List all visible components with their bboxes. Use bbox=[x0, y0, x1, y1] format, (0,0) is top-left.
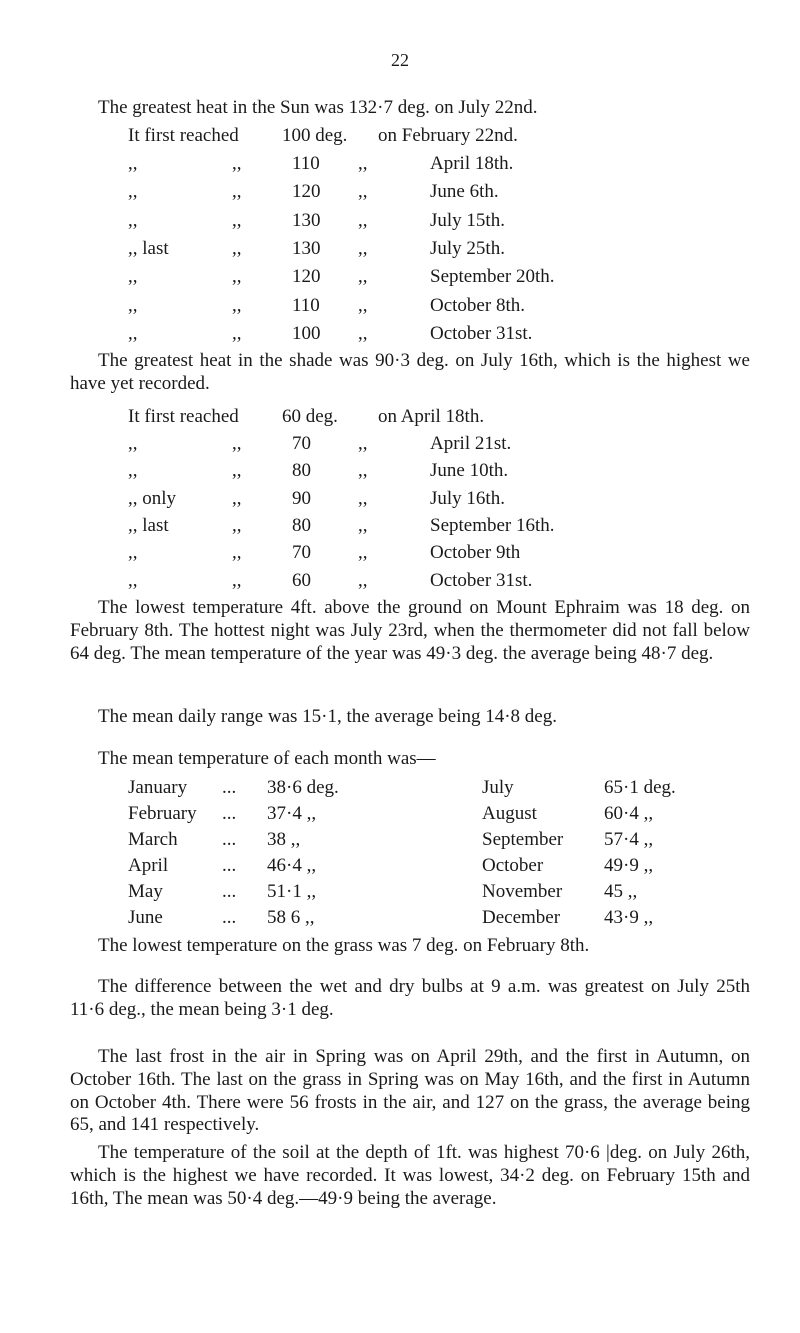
ditto-row bbox=[0, 542, 800, 568]
sun-first-reached-date: on February 22nd. bbox=[378, 125, 518, 146]
degree-value: 120 bbox=[292, 181, 321, 203]
month-row bbox=[0, 907, 800, 933]
month-mean-value: 38 ,, bbox=[267, 829, 301, 850]
month-name: April bbox=[128, 855, 169, 876]
ditto-mark-unit: ,, bbox=[358, 322, 368, 344]
month-name: March bbox=[128, 829, 178, 850]
reading-date: April 21st. bbox=[430, 433, 512, 454]
ditto-mark-a: ,, bbox=[128, 322, 138, 344]
ditto-mark-a: ,, bbox=[128, 294, 138, 316]
ditto-row bbox=[0, 266, 800, 292]
reading-date: June 6th. bbox=[430, 181, 499, 203]
ditto-mark-unit: ,, bbox=[358, 181, 368, 203]
reading-date: October 31st. bbox=[430, 322, 533, 344]
ditto-mark-unit: ,, bbox=[358, 266, 368, 288]
degree-value: 110 bbox=[292, 153, 320, 174]
month-mean-value: 45 ,, bbox=[604, 881, 638, 902]
ditto-mark-a: ,, bbox=[128, 153, 138, 174]
degree-value: 110 bbox=[292, 294, 320, 316]
ditto-mark-a: ,, bbox=[128, 433, 138, 454]
ditto-mark-unit: ,, bbox=[358, 433, 368, 454]
ditto-row bbox=[0, 210, 800, 236]
month-mean-value: 49·9 ,, bbox=[604, 855, 654, 876]
month-row bbox=[0, 855, 800, 881]
month-name: October bbox=[482, 855, 544, 876]
leader-dots: ... bbox=[222, 855, 237, 876]
frost-paragraph: The last frost in the air in Spring was on April 29th, and the first in Autumn, on October 16th. The last on the grass in Spring was on May 16th, and the first in Autumn on October 4th. There were 56 frosts in the air, and 127 on the grass, the average being 65, and 141 respectively. bbox=[70, 1046, 750, 1136]
shade-first-reached-prefix: It first reached bbox=[128, 406, 239, 427]
month-name: August bbox=[482, 803, 537, 824]
ditto-mark-a: ,, bbox=[128, 209, 138, 231]
month-name: May bbox=[128, 881, 163, 902]
ditto-mark-b: ,, bbox=[232, 209, 242, 231]
month-mean-value: 43·9 ,, bbox=[604, 907, 654, 928]
ditto-mark-b: ,, bbox=[232, 237, 242, 259]
sun-first-reached-prefix: It first reached bbox=[128, 125, 239, 146]
shade-first-reached-line bbox=[0, 406, 800, 432]
ditto-row bbox=[0, 238, 800, 264]
month-name: January bbox=[128, 777, 188, 798]
ditto-mark-b: ,, bbox=[232, 460, 242, 482]
degree-value: 90 bbox=[292, 487, 311, 509]
reading-date: September 16th. bbox=[430, 514, 555, 536]
soil-paragraph: The temperature of the soil at the depth of 1ft. was highest 70·6 |deg. on July 26th, which is the highest we have recorded. It was lowest, 34·2 deg. on February 15th and 16th, The mean was 50·4 deg.—49·9 being the average. bbox=[70, 1142, 750, 1209]
month-name: September bbox=[482, 829, 564, 850]
month-name: November bbox=[482, 881, 563, 902]
ditto-mark-a: ,, last bbox=[128, 514, 169, 536]
reading-date: October 31st. bbox=[430, 569, 533, 591]
ditto-mark-unit: ,, bbox=[358, 294, 368, 316]
ditto-row bbox=[0, 515, 800, 541]
reading-date: July 25th. bbox=[430, 237, 505, 259]
month-name: December bbox=[482, 907, 561, 928]
ditto-row bbox=[0, 460, 800, 486]
ditto-mark-unit: ,, bbox=[358, 487, 368, 509]
reading-date: October 8th. bbox=[430, 294, 525, 316]
degree-value: 120 bbox=[292, 266, 321, 288]
reading-date: June 10th. bbox=[430, 460, 509, 482]
ditto-mark-unit: ,, bbox=[358, 237, 368, 259]
lowest-temperature-paragraph: The lowest temperature 4ft. above the ground on Mount Ephraim was 18 deg. on February 8th. The hottest night was July 23rd, when the thermometer did not fall below 64 deg. The mean temperature of the year was 49·3 deg. the average being 48·7 deg. bbox=[70, 597, 750, 664]
ditto-row bbox=[0, 181, 800, 207]
month-row bbox=[0, 777, 800, 803]
ditto-row bbox=[0, 323, 800, 349]
ditto-mark-b: ,, bbox=[232, 322, 242, 344]
ditto-mark-b: ,, bbox=[232, 266, 242, 288]
reading-date: September 20th. bbox=[430, 266, 555, 288]
bulbs-paragraph: The difference between the wet and dry bulbs at 9 a.m. was greatest on July 25th 11·6 deg., the mean being 3·1 deg. bbox=[70, 976, 750, 1020]
month-mean-value: 38·6 deg. bbox=[267, 777, 339, 798]
month-mean-value: 65·1 deg. bbox=[604, 777, 676, 798]
month-row bbox=[0, 803, 800, 829]
shade-first-reached-value: 60 deg. bbox=[282, 406, 338, 427]
degree-value: 130 bbox=[292, 209, 321, 231]
reading-date: July 16th. bbox=[430, 487, 505, 509]
ditto-row bbox=[0, 488, 800, 514]
month-mean-value: 37·4 ,, bbox=[267, 803, 317, 824]
ditto-mark-unit: ,, bbox=[358, 542, 368, 564]
ditto-mark-b: ,, bbox=[232, 181, 242, 203]
shade-first-reached-date: on April 18th. bbox=[378, 406, 485, 427]
ditto-mark-a: ,, bbox=[128, 569, 138, 591]
reading-date: October 9th bbox=[430, 542, 521, 564]
ditto-mark-b: ,, bbox=[232, 514, 242, 536]
month-mean-value: 60·4 ,, bbox=[604, 803, 654, 824]
ditto-mark-unit: ,, bbox=[358, 460, 368, 482]
ditto-row bbox=[0, 433, 800, 459]
ditto-mark-unit: ,, bbox=[358, 569, 368, 591]
ditto-mark-b: ,, bbox=[232, 542, 242, 564]
ditto-row bbox=[0, 153, 800, 179]
month-row bbox=[0, 881, 800, 907]
sun-first-reached-line bbox=[0, 125, 800, 151]
leader-dots: ... bbox=[222, 881, 237, 902]
page-number: 22 bbox=[391, 50, 409, 70]
month-mean-value: 46·4 ,, bbox=[267, 855, 317, 876]
month-name: July bbox=[482, 777, 514, 798]
degree-value: 130 bbox=[292, 237, 321, 259]
ditto-mark-unit: ,, bbox=[358, 153, 368, 174]
ditto-mark-b: ,, bbox=[232, 569, 242, 591]
ditto-mark-a: ,, bbox=[128, 181, 138, 203]
month-row bbox=[0, 829, 800, 855]
month-name: February bbox=[128, 803, 197, 824]
ditto-mark-a: ,, bbox=[128, 460, 138, 482]
month-name: June bbox=[128, 907, 163, 928]
ditto-mark-b: ,, bbox=[232, 153, 242, 174]
leader-dots: ... bbox=[222, 803, 237, 824]
month-mean-value: 57·4 ,, bbox=[604, 829, 654, 850]
ditto-mark-unit: ,, bbox=[358, 514, 368, 536]
degree-value: 80 bbox=[292, 514, 311, 536]
sun-first-reached-value: 100 deg. bbox=[282, 125, 348, 146]
grass-lowest-paragraph: The lowest temperature on the grass was 7 deg. on February 8th. bbox=[98, 935, 590, 956]
month-mean-value: 51·1 ,, bbox=[267, 881, 317, 902]
ditto-mark-b: ,, bbox=[232, 487, 242, 509]
reading-date: July 15th. bbox=[430, 209, 505, 231]
month-mean-value: 58 6 ,, bbox=[267, 907, 315, 928]
degree-value: 80 bbox=[292, 460, 311, 482]
ditto-row bbox=[0, 570, 800, 596]
leader-dots: ... bbox=[222, 907, 237, 928]
ditto-mark-a: ,, bbox=[128, 266, 138, 288]
leader-dots: ... bbox=[222, 829, 237, 850]
degree-value: 70 bbox=[292, 433, 311, 454]
leader-dots: ... bbox=[222, 777, 237, 798]
shade-intro-paragraph: The greatest heat in the shade was 90·3 deg. on July 16th, which is the highest we have yet recorded. bbox=[70, 350, 750, 394]
degree-value: 100 bbox=[292, 322, 321, 344]
sun-heading-line: The greatest heat in the Sun was 132·7 deg. on July 22nd. bbox=[98, 97, 538, 118]
reading-date: April 18th. bbox=[430, 153, 514, 174]
daily-range-paragraph: The mean daily range was 15·1, the average being 14·8 deg. bbox=[98, 706, 557, 727]
degree-value: 60 bbox=[292, 569, 311, 591]
degree-value: 70 bbox=[292, 542, 311, 564]
ditto-mark-b: ,, bbox=[232, 433, 242, 454]
monthly-intro: The mean temperature of each month was— bbox=[98, 748, 436, 769]
ditto-row bbox=[0, 295, 800, 321]
ditto-mark-b: ,, bbox=[232, 294, 242, 316]
ditto-mark-a: ,, only bbox=[128, 487, 177, 509]
ditto-mark-unit: ,, bbox=[358, 209, 368, 231]
ditto-mark-a: ,, bbox=[128, 542, 138, 564]
ditto-mark-a: ,, last bbox=[128, 237, 169, 259]
